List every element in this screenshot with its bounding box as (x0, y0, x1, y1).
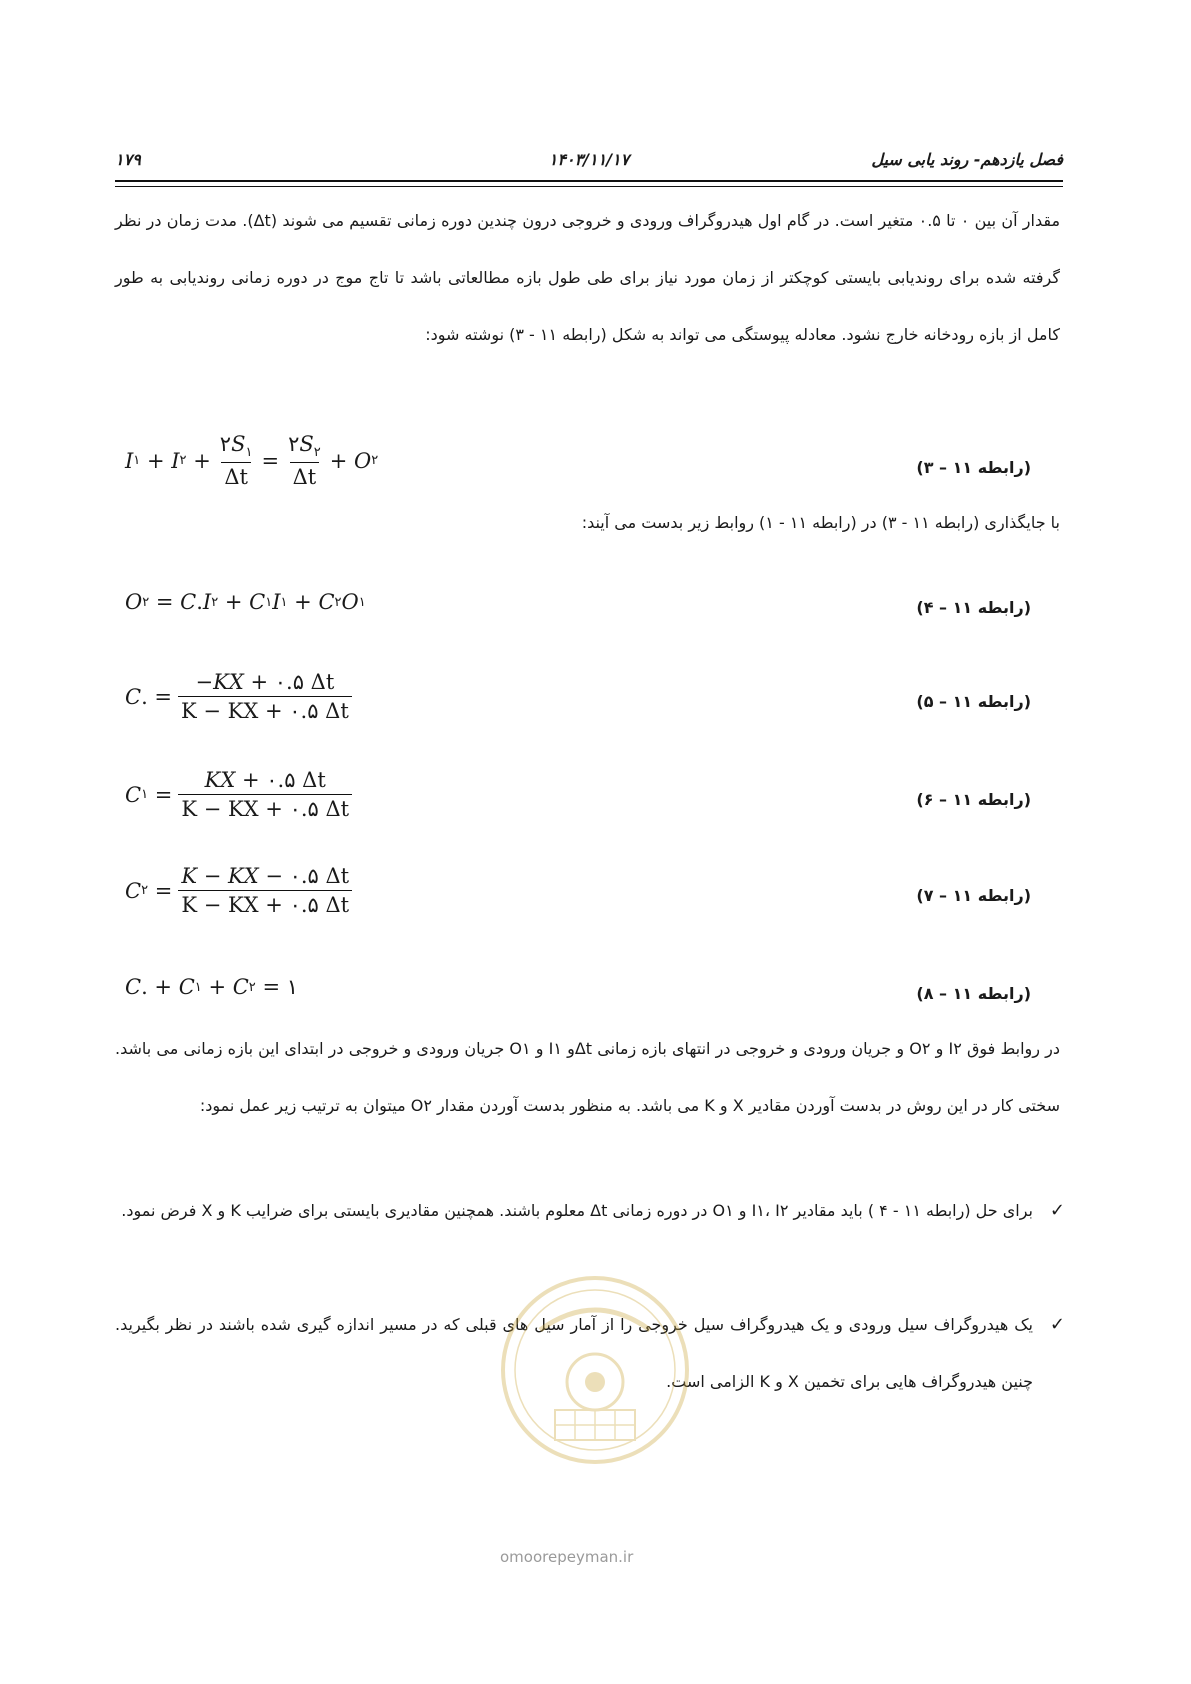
equation-label-5: (رابطه ۱۱ – ۵) (916, 692, 1031, 711)
equation-label-3: (رابطه ۱۱ – ۳) (916, 458, 1031, 477)
paragraph-explanation: در روابط فوق I۲ و O۲ و جریان ورودی و خروجی در انتهای بازه زمانی Δtو I۱ و O۱ جریان ورودی و خروجی در ابتدای این بازه زمانی می باشد. سختی کار در این روش در بدست آوردن مقادیر X و K می باشد. به منظور بدست آوردن مقدار O۲ میتوان به ترتیب زیر عمل نمود: (115, 1039, 1061, 1115)
equation-label-4: (رابطه ۱۱ – ۴) (916, 598, 1031, 617)
header-date: ۱۴۰۳/۱۱/۱۷ (548, 150, 630, 169)
page-number: ۱۷۹ (115, 150, 141, 169)
chapter-title: فصل یازدهم- روند یابی سیل (871, 150, 1063, 169)
list-item (115, 1182, 1065, 1239)
page-header (115, 146, 1063, 176)
equation-label-8: (رابطه ۱۱ – ۸) (916, 984, 1031, 1003)
equation-6: C ۱ = $\frac{KX + ۰.۵ \Delta t}{K - KX + ۰.۵ \Delta t}$ (125, 768, 358, 821)
watermark-logo (495, 1270, 695, 1470)
equation-3: I ۱ + I ۲ + $\frac{۲S_۱}{\Delta t}$ = $\frac{۲S_۲}{\Delta t}$ + O ۲ (125, 432, 379, 490)
header-rule-thick (115, 180, 1063, 182)
list-item-text: برای حل (رابطه ۱۱ - ۴ ) باید مقادیر I۱، I۲ و O۱ در دوره زمانی Δt معلوم باشند. همچنین مقادیری بایستی برای ضرایب K و X فرض نمود. (121, 1201, 1033, 1220)
equation-7: C ۲ = $\frac{K - KX - ۰.۵ \Delta t}{K - KX + ۰.۵ \Delta t}$ (125, 864, 358, 917)
watermark-site: omoorepeyman.ir (500, 1548, 634, 1566)
equation-8: C . + C ۱ + C ۲ = ۱ (125, 975, 299, 999)
header-rule-thin (115, 186, 1063, 187)
equation-5: C . = $\frac{-KX + ۰.۵ \Delta t}{K - KX + ۰.۵ \Delta t}$ (125, 670, 358, 723)
check-icon: ✓ (1049, 1314, 1065, 1335)
paragraph-intro: مقدار آن بین ۰ تا ۰.۵ متغیر است. در گام اول هیدروگراف ورودی و خروجی درون چندین دوره زمانی تقسیم می شوند (Δt). مدت زمان در نظر گرفته شده برای روندیابی بایستی کوچکتر از زمان مورد نیاز برای طی طول بازه مطالعاتی باشد تا تاج موج در دوره زمانی روندیابی به طور کامل از بازه رودخانه خارج نشود. معادله پیوستگی می تواند به شکل (رابطه ۱۱ - ۳) نوشته شود: (115, 211, 1061, 344)
equation-label-6: (رابطه ۱۱ – ۶) (916, 790, 1031, 809)
check-icon: ✓ (1049, 1200, 1065, 1221)
list-item-text: یک هیدروگراف سیل ورودی و یک هیدروگراف سیل خروجی را از آمار سیل های قبلی که در مسیر اندازه گیری شده باشند در نظر بگیرید. چنین هیدروگراف هایی برای تخمین X و K الزامی است. (115, 1315, 1033, 1391)
equation-label-7: (رابطه ۱۱ – ۷) (916, 886, 1031, 905)
paragraph-substitution: با جایگذاری (رابطه ۱۱ - ۳) در (رابطه ۱۱ - ۱) روابط زیر بدست می آیند: (581, 513, 1060, 532)
equation-4: O ۲ = C . I ۲ + C ۱ I ۱ + C ۲ O ۱ (125, 590, 366, 614)
